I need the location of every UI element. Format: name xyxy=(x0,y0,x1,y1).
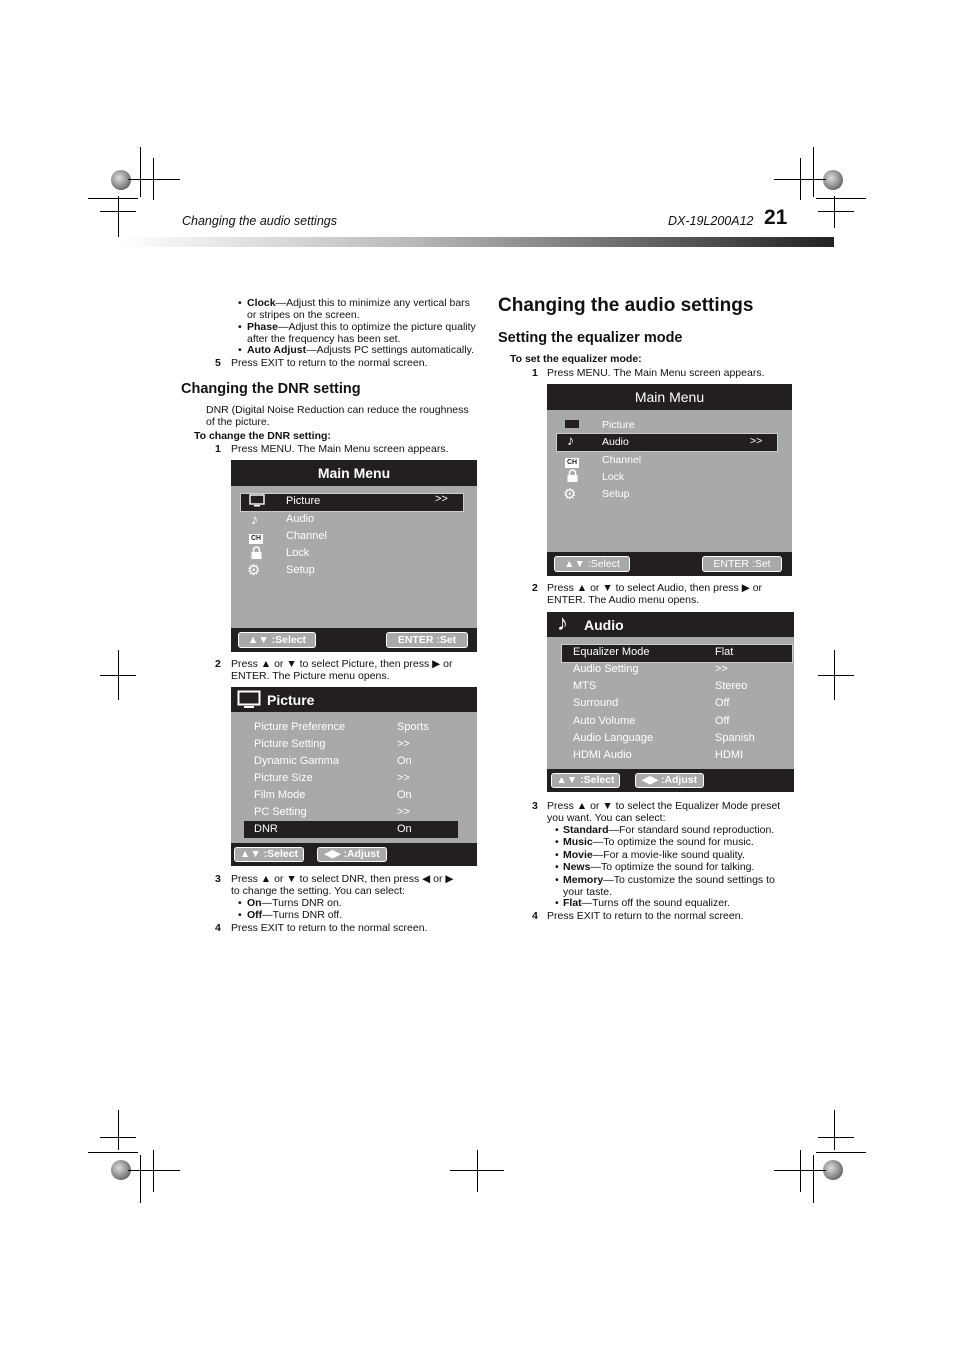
step-number: 1 xyxy=(532,367,538,379)
step-number: 4 xyxy=(532,910,538,922)
setting-label[interactable]: Picture Size xyxy=(254,772,313,784)
step-number: 2 xyxy=(532,582,538,594)
dnr-lead: To change the DNR setting: xyxy=(194,430,331,442)
menu-title: Picture xyxy=(267,692,315,708)
step-text: Press MENU. The Main Menu screen appears. xyxy=(231,443,449,455)
menu-item-lock[interactable]: Lock xyxy=(286,547,310,559)
ch-icon: CH xyxy=(251,535,262,542)
audio-menu-screen xyxy=(547,612,794,792)
select-hint: ▲▼ :Select xyxy=(551,773,620,788)
step-number: 4 xyxy=(215,922,221,934)
menu-item-channel[interactable]: Channel xyxy=(602,454,642,466)
gear-icon: ⚙ xyxy=(247,562,261,579)
selected-row-highlight xyxy=(556,433,778,452)
tv-icon xyxy=(237,690,261,712)
ch-icon: CH xyxy=(567,459,578,466)
bullet-flat: Flat—Turns off the sound equalizer. xyxy=(563,897,730,909)
adjust-hint: ◀▶ :Adjust xyxy=(317,847,387,862)
setting-label[interactable]: Dynamic Gamma xyxy=(254,755,339,767)
page-title: Changing the audio settings xyxy=(498,295,754,316)
menu-item-setup[interactable]: Setup xyxy=(602,488,630,500)
setting-label[interactable]: Surround xyxy=(573,697,619,709)
bullet-auto-adjust: Auto Adjust—Adjusts PC settings automatically. xyxy=(247,344,474,356)
step-number: 3 xyxy=(215,873,221,885)
setting-label[interactable]: DNR xyxy=(254,823,278,835)
dnr-intro: DNR (Digital Noise Reduction can reduce the roughness of the picture. xyxy=(206,404,469,428)
setting-value: Flat xyxy=(715,646,734,658)
step-number: 3 xyxy=(532,800,538,812)
menu-item-audio[interactable]: Audio xyxy=(286,513,315,525)
running-header-section: Changing the audio settings xyxy=(182,214,337,228)
registration-ball xyxy=(823,170,843,190)
step-text: Press ▲ or ▼ to select Picture, then press ▶ or ENTER. The Picture menu opens. xyxy=(231,658,453,682)
setting-value: On xyxy=(397,823,412,835)
bullet-movie: Movie—For a movie-like sound quality. xyxy=(563,849,745,861)
bullet-standard: Standard—For standard sound reproduction. xyxy=(563,824,775,836)
bullet-on: On—Turns DNR on. xyxy=(247,897,342,909)
selected-row-highlight xyxy=(240,493,464,512)
setting-value: HDMI xyxy=(715,749,744,761)
header-gradient-bar xyxy=(118,237,834,247)
main-menu-screen xyxy=(547,384,792,576)
setting-value: Stereo xyxy=(715,680,748,692)
bullet-memory: Memory—To customize the sound settings to your taste. xyxy=(563,874,775,898)
dnr-heading: Changing the DNR setting xyxy=(181,381,361,397)
setting-label[interactable]: MTS xyxy=(573,680,597,692)
setting-value: >> xyxy=(397,738,410,750)
enter-set-hint: ENTER :Set xyxy=(702,556,782,572)
step-number: 5 xyxy=(215,357,221,369)
submenu-arrow: >> xyxy=(435,493,448,505)
menu-item-lock[interactable]: Lock xyxy=(602,471,625,483)
running-header-model: DX-19L200A12 xyxy=(668,214,754,228)
bullet-off: Off—Turns DNR off. xyxy=(247,909,343,921)
setting-value: On xyxy=(397,755,412,767)
music-note-icon: ♪ xyxy=(251,511,258,527)
setting-label[interactable]: Film Mode xyxy=(254,789,306,801)
registration-ball xyxy=(823,1160,843,1180)
setting-value: >> xyxy=(397,772,410,784)
menu-item-audio[interactable]: Audio xyxy=(602,436,629,448)
bullet-phase: Phase—Adjust this to optimize the picture quality after the frequency has been set. xyxy=(247,321,476,345)
setting-value: Off xyxy=(715,715,730,727)
picture-menu-screen xyxy=(231,687,477,866)
setting-value: Off xyxy=(715,697,730,709)
tv-icon xyxy=(249,494,265,510)
setting-value: Sports xyxy=(397,721,429,733)
eq-lead: To set the equalizer mode: xyxy=(510,353,642,365)
menu-title: Audio xyxy=(584,617,624,633)
select-hint: ▲▼ :Select xyxy=(554,556,630,572)
setting-value: >> xyxy=(715,663,728,675)
step-text: Press MENU. The Main Menu screen appears. xyxy=(547,367,765,379)
enter-set-hint: ENTER :Set xyxy=(386,632,468,648)
menu-title: Main Menu xyxy=(317,465,391,481)
menu-item-channel[interactable]: Channel xyxy=(286,530,327,542)
setting-value: On xyxy=(397,789,412,801)
step-number: 1 xyxy=(215,443,221,455)
step-number: 2 xyxy=(215,658,221,670)
step-text: Press ▲ or ▼ to select Audio, then press ▶ or ENTER. The Audio menu opens. xyxy=(547,582,763,606)
eq-heading: Setting the equalizer mode xyxy=(498,330,683,346)
step-text: Press ▲ or ▼ to select DNR, then press ◀ or ▶ to change the setting. You can select: xyxy=(231,873,454,897)
setting-label[interactable]: HDMI Audio xyxy=(573,749,632,761)
setting-label[interactable]: Picture Setting xyxy=(254,738,326,750)
music-note-icon: ♪ xyxy=(557,610,568,635)
bullet-clock: Clock—Adjust this to minimize any vertical bars or stripes on the screen. xyxy=(247,297,470,321)
submenu-arrow: >> xyxy=(750,435,763,447)
select-hint: ▲▼ :Select xyxy=(238,632,316,648)
music-note-icon: ♪ xyxy=(567,432,574,448)
setting-label[interactable]: Audio Setting xyxy=(573,663,639,675)
menu-item-picture[interactable]: Picture xyxy=(602,419,635,431)
menu-title: Main Menu xyxy=(634,389,705,405)
step-text: Press EXIT to return to the normal screen. xyxy=(231,922,428,934)
select-hint: ▲▼ :Select xyxy=(234,847,304,862)
step-text: Press EXIT to return to the normal screen. xyxy=(231,357,428,369)
step-text: Press EXIT to return to the normal screen. xyxy=(547,910,744,922)
lock-icon xyxy=(566,469,579,486)
step-text: Press ▲ or ▼ to select the Equalizer Mode preset you want. You can select: xyxy=(547,800,781,824)
setting-label[interactable]: Picture Preference xyxy=(254,721,346,733)
setting-value: Spanish xyxy=(715,732,755,744)
main-menu-screen xyxy=(231,460,477,652)
registration-ball xyxy=(111,170,131,190)
bullet-music: Music—To optimize the sound for music. xyxy=(563,836,754,848)
gear-icon: ⚙ xyxy=(563,486,577,503)
menu-item-picture[interactable]: Picture xyxy=(286,495,321,507)
setting-label[interactable]: Audio Language xyxy=(573,732,654,744)
setting-label[interactable]: Equalizer Mode xyxy=(573,646,650,658)
tv-icon xyxy=(565,420,579,432)
setting-label[interactable]: Auto Volume xyxy=(573,715,636,727)
setting-value: >> xyxy=(397,806,410,818)
menu-item-setup[interactable]: Setup xyxy=(286,564,315,576)
bullet-news: News—To optimize the sound for talking. xyxy=(563,861,755,873)
setting-label[interactable]: PC Setting xyxy=(254,806,307,818)
adjust-hint: ◀▶ :Adjust xyxy=(635,773,704,788)
page-number: 21 xyxy=(764,206,788,229)
